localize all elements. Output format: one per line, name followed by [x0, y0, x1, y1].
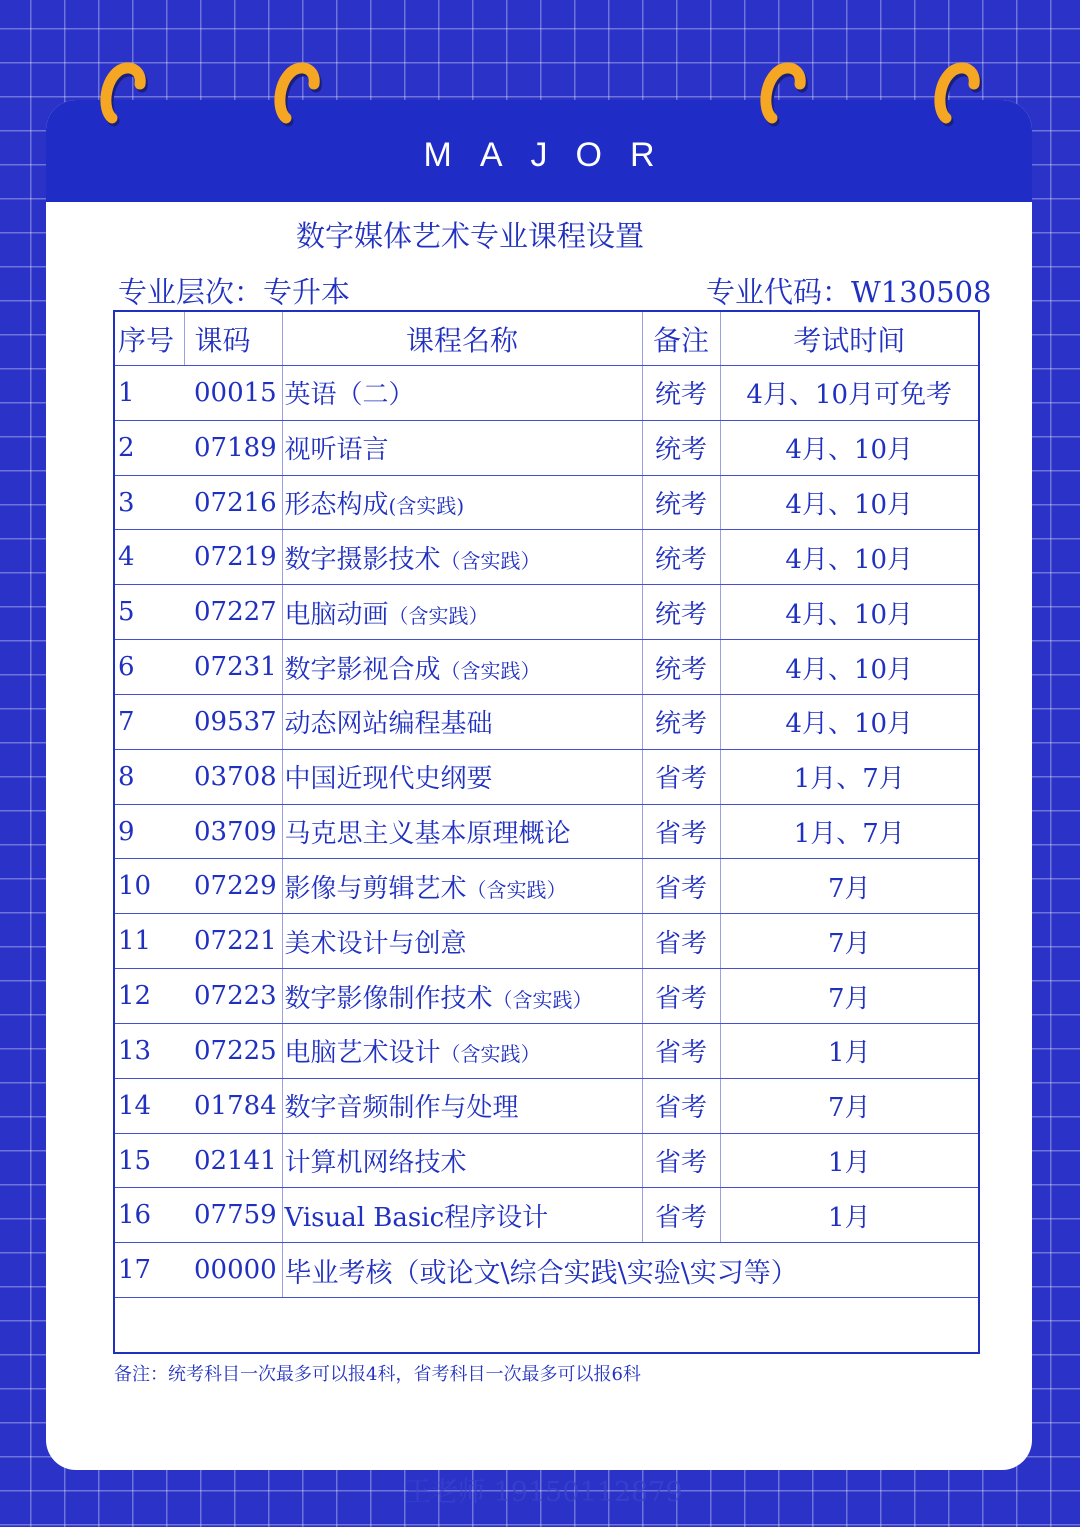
- course-practice-note: （含实践）: [440, 658, 541, 683]
- row-note: 统考: [642, 640, 720, 695]
- table-row: [114, 1023, 979, 1078]
- table-row: [114, 530, 979, 585]
- row-index: 9: [114, 804, 184, 859]
- row-exam-time: 1月: [720, 1023, 979, 1078]
- table-row: [114, 1188, 979, 1243]
- row-exam-time: 1月、7月: [720, 804, 979, 859]
- row-code: 01784: [184, 1078, 282, 1133]
- row-code: 07223: [184, 969, 282, 1024]
- row-exam-time: 7月: [720, 914, 979, 969]
- row-code: 07227: [184, 585, 282, 640]
- table-row: [114, 859, 979, 914]
- header-index: 序号: [114, 311, 184, 366]
- row-exam-time: 4月、10月: [720, 640, 979, 695]
- course-name-text: 数字摄影技术: [284, 544, 441, 575]
- row-exam-time: 7月: [720, 969, 979, 1024]
- course-practice-note: （含实践）: [492, 987, 593, 1012]
- row-course-name: 毕业考核（或论文\综合实践\实验\实习等）: [282, 1243, 979, 1298]
- row-note: 统考: [642, 366, 720, 421]
- row-code: 07189: [184, 420, 282, 475]
- row-code: 07221: [184, 914, 282, 969]
- header-time: 考试时间: [720, 311, 979, 366]
- row-course-name: [282, 969, 642, 1024]
- row-course-name: [282, 530, 642, 585]
- course-table: [113, 310, 980, 1354]
- row-index: 15: [114, 1133, 184, 1188]
- row-note: 统考: [642, 420, 720, 475]
- row-exam-time: 1月: [720, 1188, 979, 1243]
- row-code: 03708: [184, 749, 282, 804]
- row-course-name: [282, 859, 642, 914]
- row-exam-time: 1月: [720, 1133, 979, 1188]
- row-course-name: [282, 1188, 642, 1243]
- row-note: 省考: [642, 859, 720, 914]
- row-code: 09537: [184, 694, 282, 749]
- binder-ring-icon: [272, 58, 322, 128]
- binder-ring-icon: [758, 58, 808, 128]
- table-row: [114, 366, 979, 421]
- row-code: 07759: [184, 1188, 282, 1243]
- course-name-text: 美术设计与创意: [284, 928, 467, 959]
- row-exam-time: 7月: [720, 1078, 979, 1133]
- row-note: 省考: [642, 804, 720, 859]
- course-name-text: 影像与剪辑艺术: [284, 873, 467, 904]
- major-code: 专业代码：W130508: [706, 275, 992, 309]
- header-name: 课程名称: [282, 311, 642, 366]
- row-exam-time: 4月、10月: [720, 694, 979, 749]
- course-practice-note: （含实践）: [388, 603, 489, 628]
- row-note: 统考: [642, 530, 720, 585]
- row-index: 10: [114, 859, 184, 914]
- row-code: 00000: [184, 1243, 282, 1298]
- table-header-row: [114, 311, 979, 366]
- row-code: 02141: [184, 1133, 282, 1188]
- table-row: [114, 969, 979, 1024]
- row-index: 4: [114, 530, 184, 585]
- row-index: 11: [114, 914, 184, 969]
- table-row: [114, 585, 979, 640]
- row-index: 7: [114, 694, 184, 749]
- course-practice-note: （含实践）: [440, 548, 541, 573]
- footnote: 备注：统考科目一次最多可以报4科，省考科目一次最多可以报6科: [114, 1364, 641, 1385]
- row-exam-time: 4月、10月: [720, 475, 979, 530]
- row-course-name: [282, 640, 642, 695]
- row-note: 省考: [642, 1078, 720, 1133]
- watermark: 王老师 19150112879: [404, 1477, 683, 1508]
- empty-row: [114, 1298, 979, 1353]
- row-course-name: [282, 1078, 642, 1133]
- row-course-name: [282, 749, 642, 804]
- row-code: 07219: [184, 530, 282, 585]
- course-name-text: 动态网站编程基础: [284, 709, 493, 740]
- row-code: 00015: [184, 366, 282, 421]
- row-note: 省考: [642, 969, 720, 1024]
- course-practice-note: (含实践): [388, 494, 465, 519]
- header-note: 备注: [642, 311, 720, 366]
- row-course-name: [282, 585, 642, 640]
- row-code: 07225: [184, 1023, 282, 1078]
- row-index: 8: [114, 749, 184, 804]
- course-name-text: 马克思主义基本原理概论: [284, 819, 571, 850]
- row-index: 13: [114, 1023, 184, 1078]
- binder-ring-icon: [932, 58, 982, 128]
- header-code: 课码: [184, 311, 282, 366]
- row-index: 2: [114, 420, 184, 475]
- course-name-text: 电脑动画: [284, 599, 389, 630]
- course-name-text: 数字音频制作与处理: [284, 1093, 519, 1124]
- empty-cell: [114, 1298, 979, 1353]
- row-exam-time: 4月、10月: [720, 530, 979, 585]
- table-row: [114, 640, 979, 695]
- course-practice-note: （含实践）: [440, 1042, 541, 1067]
- row-note: 统考: [642, 585, 720, 640]
- table-row: [114, 694, 979, 749]
- card-header: [46, 100, 1032, 202]
- table-row: [114, 804, 979, 859]
- course-name-text: 形态构成: [284, 490, 389, 521]
- row-note: 省考: [642, 914, 720, 969]
- row-course-name: [282, 694, 642, 749]
- row-note: 统考: [642, 475, 720, 530]
- row-course-name: [282, 914, 642, 969]
- row-course-name: [282, 804, 642, 859]
- table-row: [114, 420, 979, 475]
- course-name-text: Visual Basic程序设计: [284, 1202, 549, 1233]
- row-index: 6: [114, 640, 184, 695]
- table-row: [114, 475, 979, 530]
- row-note: 省考: [642, 749, 720, 804]
- row-note: 省考: [642, 1023, 720, 1078]
- course-name-text: 计算机网络技术: [284, 1148, 467, 1178]
- row-exam-time: 4月、10月可免考: [720, 366, 979, 421]
- course-name-text: 英语（二）: [284, 380, 415, 411]
- row-index: 17: [114, 1243, 184, 1298]
- row-exam-time: 4月、10月: [720, 585, 979, 640]
- row-code: 07231: [184, 640, 282, 695]
- row-exam-time: 1月、7月: [720, 749, 979, 804]
- row-course-name: [282, 366, 642, 421]
- row-code: 07229: [184, 859, 282, 914]
- table-row: [114, 1078, 979, 1133]
- row-index: 5: [114, 585, 184, 640]
- row-index: 12: [114, 969, 184, 1024]
- course-name-text: 电脑艺术设计: [284, 1038, 441, 1069]
- header-title: MAJOR: [423, 136, 683, 174]
- course-name-text: 数字影像制作技术: [284, 983, 493, 1014]
- table-row: [114, 1243, 979, 1298]
- row-course-name: [282, 1133, 642, 1188]
- table-row: [114, 914, 979, 969]
- row-exam-time: 4月、10月: [720, 420, 979, 475]
- row-note: 统考: [642, 694, 720, 749]
- row-course-name: [282, 420, 642, 475]
- course-practice-note: （含实践）: [466, 877, 567, 902]
- row-index: 14: [114, 1078, 184, 1133]
- course-name-text: 数字影视合成: [284, 654, 441, 685]
- row-course-name: [282, 1023, 642, 1078]
- row-note: 省考: [642, 1188, 720, 1243]
- row-note: 省考: [642, 1133, 720, 1188]
- table-row: [114, 749, 979, 804]
- course-name-text: 视听语言: [284, 435, 389, 466]
- row-exam-time: 7月: [720, 859, 979, 914]
- major-level: 专业层次：专升本: [118, 275, 351, 309]
- row-code: 07216: [184, 475, 282, 530]
- course-name-text: 中国近现代史纲要: [284, 764, 493, 795]
- row-code: 03709: [184, 804, 282, 859]
- row-course-name: [282, 475, 642, 530]
- row-index: 1: [114, 366, 184, 421]
- binder-ring-icon: [98, 58, 148, 128]
- table-row: [114, 1133, 979, 1188]
- row-index: 3: [114, 475, 184, 530]
- row-index: 16: [114, 1188, 184, 1243]
- document-title: 数字媒体艺术专业课程设置: [295, 219, 644, 253]
